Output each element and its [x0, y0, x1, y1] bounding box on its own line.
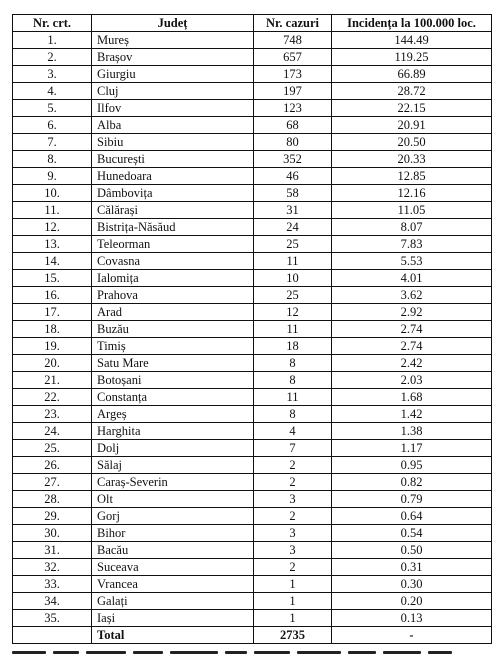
cases-cell: 1	[254, 610, 332, 627]
county-name-cell: Olt	[92, 491, 254, 508]
table-row	[13, 202, 492, 219]
table-row	[13, 304, 492, 321]
header-nr-crt: Nr. crt.	[13, 15, 92, 32]
incidence-cell: 1.42	[332, 406, 492, 423]
row-nr-cell: 26.	[13, 457, 92, 474]
header-nr-cazuri: Nr. cazuri	[254, 15, 332, 32]
table-row	[13, 525, 492, 542]
county-name-cell: Cluj	[92, 83, 254, 100]
county-name-cell: Ialomița	[92, 270, 254, 287]
total-row	[13, 627, 492, 644]
cases-cell: 18	[254, 338, 332, 355]
table-row	[13, 440, 492, 457]
county-name-cell: Bacău	[92, 542, 254, 559]
table-row	[13, 542, 492, 559]
cases-cell: 25	[254, 236, 332, 253]
county-name-cell: Prahova	[92, 287, 254, 304]
cases-cell: 31	[254, 202, 332, 219]
cases-cell: 10	[254, 270, 332, 287]
cases-cell: 4	[254, 423, 332, 440]
county-name-cell: Sibiu	[92, 134, 254, 151]
header-incidenta: Incidența la 100.000 loc.	[332, 15, 492, 32]
row-nr-cell: 32.	[13, 559, 92, 576]
table-row	[13, 219, 492, 236]
table-row	[13, 321, 492, 338]
county-name-cell: Călărași	[92, 202, 254, 219]
row-nr-cell: 22.	[13, 389, 92, 406]
table-row	[13, 372, 492, 389]
incidence-cell: 0.54	[332, 525, 492, 542]
incidence-cell: 0.20	[332, 593, 492, 610]
incidence-cell: 12.85	[332, 168, 492, 185]
incidence-cell: 144.49	[332, 32, 492, 49]
row-nr-cell: 31.	[13, 542, 92, 559]
incidence-cell: 4.01	[332, 270, 492, 287]
county-name-cell: Bihor	[92, 525, 254, 542]
table-row	[13, 406, 492, 423]
total-incidence-cell: -	[332, 627, 492, 644]
table-row	[13, 508, 492, 525]
incidence-cell: 0.30	[332, 576, 492, 593]
table-row	[13, 32, 492, 49]
table-row	[13, 151, 492, 168]
incidence-cell: 0.31	[332, 559, 492, 576]
row-nr-cell: 3.	[13, 66, 92, 83]
cases-cell: 68	[254, 117, 332, 134]
incidence-cell: 8.07	[332, 219, 492, 236]
county-name-cell: București	[92, 151, 254, 168]
county-name-cell: Dolj	[92, 440, 254, 457]
county-name-cell: Arad	[92, 304, 254, 321]
row-nr-cell: 17.	[13, 304, 92, 321]
county-name-cell: Galați	[92, 593, 254, 610]
row-nr-cell: 18.	[13, 321, 92, 338]
table-row	[13, 83, 492, 100]
row-nr-cell: 15.	[13, 270, 92, 287]
cases-cell: 123	[254, 100, 332, 117]
county-name-cell: Buzău	[92, 321, 254, 338]
county-name-cell: Harghita	[92, 423, 254, 440]
row-nr-cell: 2.	[13, 49, 92, 66]
cases-cell: 2	[254, 474, 332, 491]
table-row	[13, 610, 492, 627]
table-row	[13, 66, 492, 83]
county-name-cell: Dâmbovița	[92, 185, 254, 202]
table-row	[13, 100, 492, 117]
cases-cell: 1	[254, 576, 332, 593]
cases-cell: 173	[254, 66, 332, 83]
total-label-cell: Total	[92, 627, 254, 644]
cases-cell: 25	[254, 287, 332, 304]
county-name-cell: Timiș	[92, 338, 254, 355]
row-nr-cell: 27.	[13, 474, 92, 491]
row-nr-cell: 10.	[13, 185, 92, 202]
total-cases-cell: 2735	[254, 627, 332, 644]
county-name-cell: Alba	[92, 117, 254, 134]
county-name-cell: Mureș	[92, 32, 254, 49]
incidence-cell: 22.15	[332, 100, 492, 117]
table-body	[13, 32, 492, 627]
cases-cell: 8	[254, 372, 332, 389]
row-nr-cell: 12.	[13, 219, 92, 236]
incidence-cell: 1.68	[332, 389, 492, 406]
county-name-cell: Ilfov	[92, 100, 254, 117]
table-row	[13, 117, 492, 134]
incidence-cell: 20.50	[332, 134, 492, 151]
row-nr-cell: 34.	[13, 593, 92, 610]
incidence-cell: 2.74	[332, 321, 492, 338]
county-name-cell: Suceava	[92, 559, 254, 576]
table-row	[13, 185, 492, 202]
cases-cell: 46	[254, 168, 332, 185]
row-nr-cell: 23.	[13, 406, 92, 423]
table-row	[13, 474, 492, 491]
county-name-cell: Covasna	[92, 253, 254, 270]
incidence-cell: 2.74	[332, 338, 492, 355]
incidence-cell: 0.82	[332, 474, 492, 491]
cases-cell: 11	[254, 389, 332, 406]
county-name-cell: Gorj	[92, 508, 254, 525]
table-row	[13, 576, 492, 593]
row-nr-cell: 35.	[13, 610, 92, 627]
table-row	[13, 168, 492, 185]
cases-cell: 80	[254, 134, 332, 151]
incidence-cell: 12.16	[332, 185, 492, 202]
row-nr-cell: 16.	[13, 287, 92, 304]
cases-cell: 12	[254, 304, 332, 321]
cases-cell: 2	[254, 559, 332, 576]
incidence-cell: 119.25	[332, 49, 492, 66]
cases-cell: 748	[254, 32, 332, 49]
cases-cell: 3	[254, 542, 332, 559]
incidence-cell: 3.62	[332, 287, 492, 304]
table-row	[13, 423, 492, 440]
row-nr-cell: 13.	[13, 236, 92, 253]
incidence-cell: 2.42	[332, 355, 492, 372]
row-nr-cell: 21.	[13, 372, 92, 389]
incidence-cell: 20.91	[332, 117, 492, 134]
table-row	[13, 236, 492, 253]
row-nr-cell: 1.	[13, 32, 92, 49]
row-nr-cell: 8.	[13, 151, 92, 168]
row-nr-cell: 29.	[13, 508, 92, 525]
incidence-cell: 66.89	[332, 66, 492, 83]
row-nr-cell: 7.	[13, 134, 92, 151]
table-header-row	[13, 15, 492, 32]
table-row	[13, 49, 492, 66]
incidence-cell: 0.13	[332, 610, 492, 627]
incidence-cell: 5.53	[332, 253, 492, 270]
cases-cell: 2	[254, 457, 332, 474]
cropped-text-line	[12, 651, 482, 661]
row-nr-cell: 4.	[13, 83, 92, 100]
row-nr-cell: 6.	[13, 117, 92, 134]
county-name-cell: Sălaj	[92, 457, 254, 474]
table-row	[13, 270, 492, 287]
cases-cell: 3	[254, 491, 332, 508]
county-name-cell: Brașov	[92, 49, 254, 66]
incidence-cell: 11.05	[332, 202, 492, 219]
incidence-cell: 2.03	[332, 372, 492, 389]
table-row	[13, 338, 492, 355]
row-nr-cell: 33.	[13, 576, 92, 593]
cases-cell: 657	[254, 49, 332, 66]
cases-cell: 2	[254, 508, 332, 525]
cases-cell: 11	[254, 253, 332, 270]
table-row	[13, 491, 492, 508]
incidence-cell: 0.95	[332, 457, 492, 474]
county-name-cell: Argeș	[92, 406, 254, 423]
table-row	[13, 593, 492, 610]
cases-cell: 58	[254, 185, 332, 202]
cases-cell: 8	[254, 406, 332, 423]
total-nr-cell	[13, 627, 92, 644]
county-name-cell: Constanța	[92, 389, 254, 406]
table-row	[13, 134, 492, 151]
table-row	[13, 287, 492, 304]
table-row	[13, 253, 492, 270]
table-row	[13, 457, 492, 474]
row-nr-cell: 25.	[13, 440, 92, 457]
incidence-cell: 0.79	[332, 491, 492, 508]
row-nr-cell: 20.	[13, 355, 92, 372]
row-nr-cell: 11.	[13, 202, 92, 219]
county-name-cell: Giurgiu	[92, 66, 254, 83]
row-nr-cell: 19.	[13, 338, 92, 355]
incidence-cell: 2.92	[332, 304, 492, 321]
county-name-cell: Teleorman	[92, 236, 254, 253]
row-nr-cell: 14.	[13, 253, 92, 270]
table-row	[13, 355, 492, 372]
cases-cell: 24	[254, 219, 332, 236]
incidence-cell: 20.33	[332, 151, 492, 168]
cases-cell: 197	[254, 83, 332, 100]
row-nr-cell: 28.	[13, 491, 92, 508]
cases-cell: 1	[254, 593, 332, 610]
county-name-cell: Botoșani	[92, 372, 254, 389]
header-judet: Județ	[92, 15, 254, 32]
cases-cell: 8	[254, 355, 332, 372]
county-name-cell: Caraș-Severin	[92, 474, 254, 491]
row-nr-cell: 5.	[13, 100, 92, 117]
county-name-cell: Iași	[92, 610, 254, 627]
county-name-cell: Hunedoara	[92, 168, 254, 185]
county-name-cell: Satu Mare	[92, 355, 254, 372]
row-nr-cell: 30.	[13, 525, 92, 542]
incidence-table	[12, 14, 492, 644]
incidence-cell: 1.17	[332, 440, 492, 457]
incidence-cell: 1.38	[332, 423, 492, 440]
table-row	[13, 389, 492, 406]
table-row	[13, 559, 492, 576]
row-nr-cell: 24.	[13, 423, 92, 440]
cases-cell: 3	[254, 525, 332, 542]
county-name-cell: Bistrița-Năsăud	[92, 219, 254, 236]
incidence-cell: 0.50	[332, 542, 492, 559]
county-name-cell: Vrancea	[92, 576, 254, 593]
cases-cell: 11	[254, 321, 332, 338]
row-nr-cell: 9.	[13, 168, 92, 185]
incidence-cell: 0.64	[332, 508, 492, 525]
incidence-cell: 7.83	[332, 236, 492, 253]
cases-cell: 7	[254, 440, 332, 457]
cases-cell: 352	[254, 151, 332, 168]
incidence-cell: 28.72	[332, 83, 492, 100]
